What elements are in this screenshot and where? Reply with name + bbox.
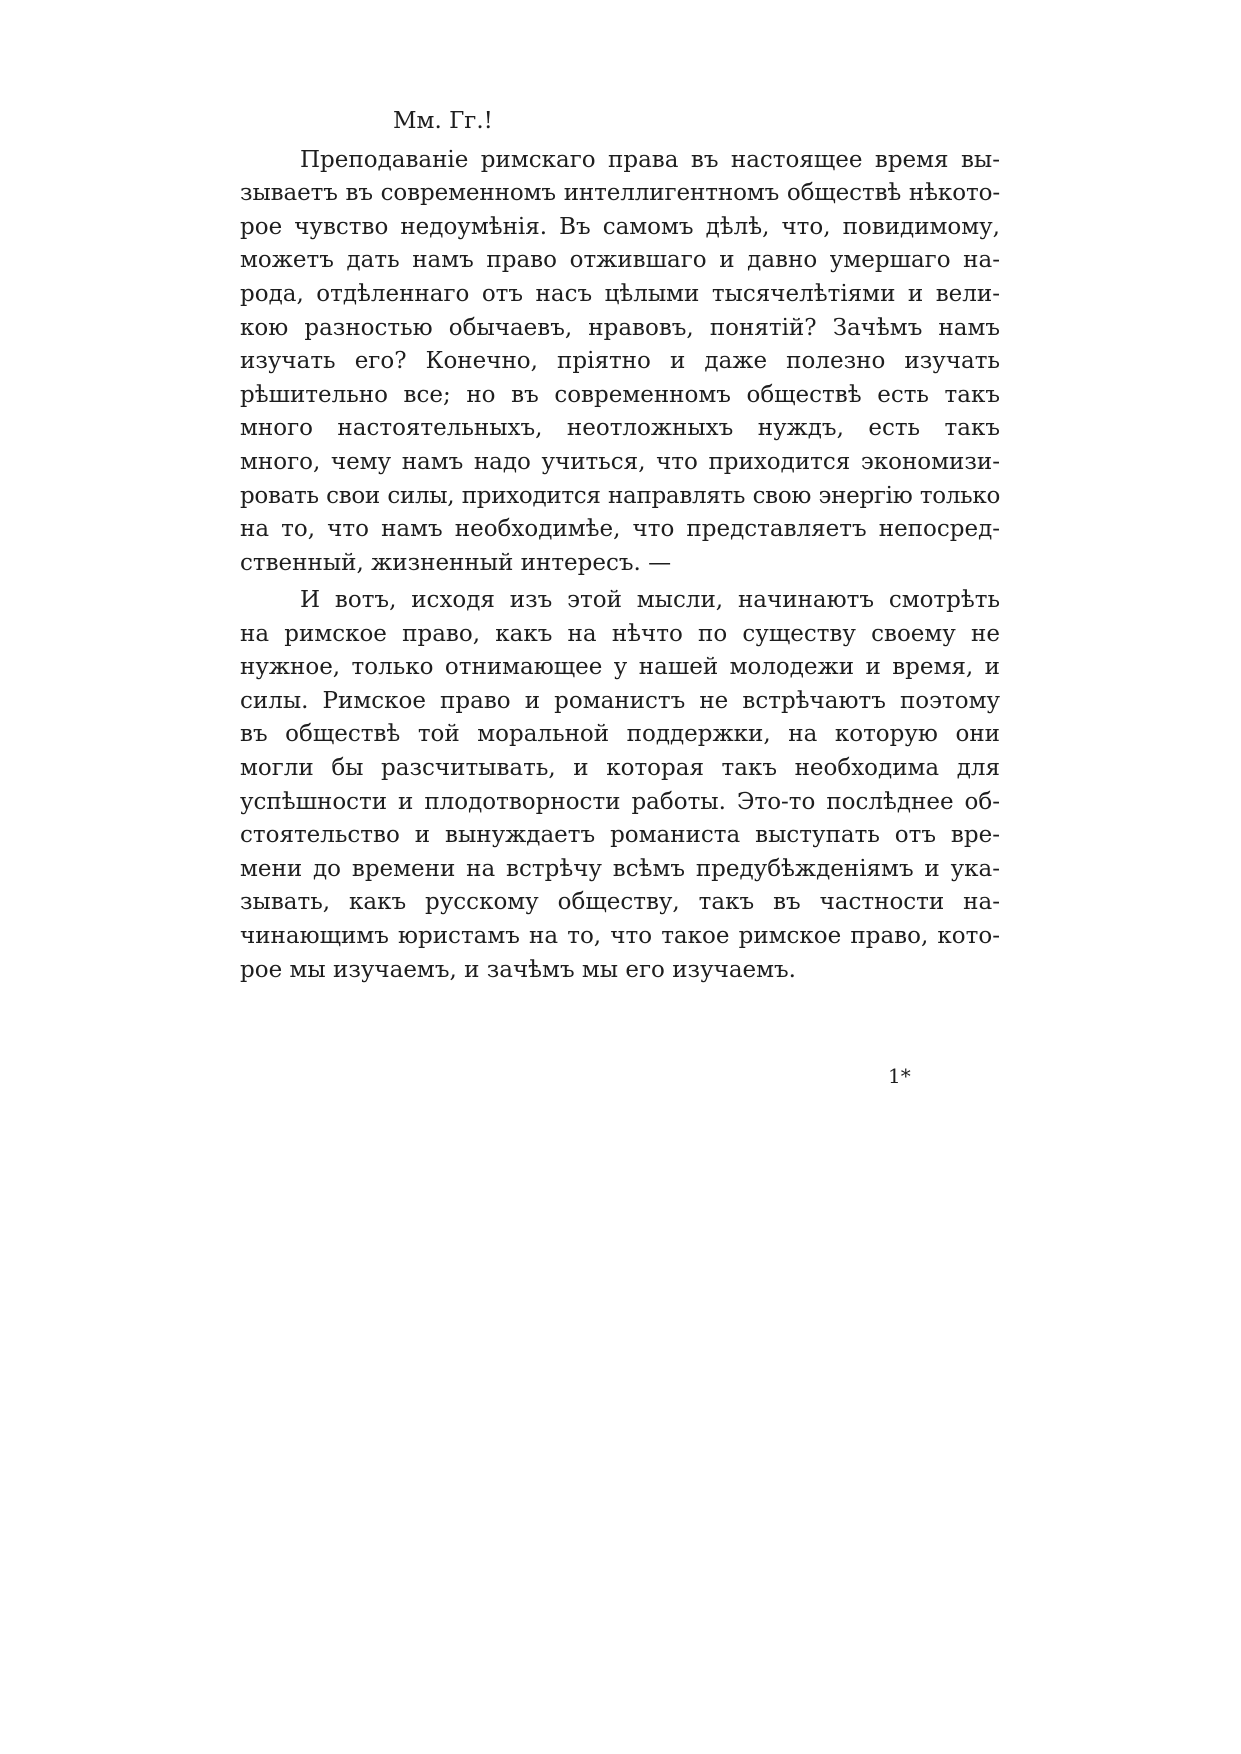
text-line: на римское право, какъ на нѣчто по существу своему не bbox=[240, 621, 1000, 647]
text-line: много настоятельныхъ, неотложныхъ нуждъ, есть такъ bbox=[240, 415, 1000, 441]
text-line: могли бы разсчитывать, и которая такъ необходима для bbox=[240, 755, 1000, 781]
text-line: много, чему намъ надо учиться, что приходится экономизи- bbox=[240, 449, 1000, 475]
text-line: изучать его? Конечно, прiятно и даже полезно изучать bbox=[240, 348, 1000, 374]
text-line: стоятельство и вынуждаетъ романиста выступать отъ вре- bbox=[240, 822, 1000, 848]
text-line: ровать свои силы, приходится направлять свою энергiю только bbox=[240, 483, 1000, 509]
text-line: кою разностью обычаевъ, нравовъ, понятiй? Зачѣмъ намъ bbox=[240, 315, 1000, 341]
text-line: мени до времени на встрѣчу всѣмъ предубѣжденiямъ и ука- bbox=[240, 856, 1000, 882]
text-line: рое чувство недоумѣнiя. Въ самомъ дѣлѣ, что, повидимому, bbox=[240, 214, 1000, 240]
text-line: зываетъ въ современномъ интеллигентномъ обществѣ нѣкото- bbox=[240, 180, 1000, 206]
text-line: можетъ дать намъ право отжившаго и давно умершаго на- bbox=[240, 247, 1000, 273]
text-line: на то, что намъ необходимѣе, что представляетъ непосред- bbox=[240, 516, 1000, 542]
text-line: рѣшительно все; но въ современномъ обществѣ есть такъ bbox=[240, 382, 1000, 408]
text-line: рое мы изучаемъ, и зачѣмъ мы его изучаемъ. bbox=[240, 957, 796, 983]
text-line: Преподаванiе римскаго права въ настоящее время вы- bbox=[300, 147, 1000, 173]
salutation: Мм. Гг.! bbox=[393, 108, 493, 134]
text-line: зывать, какъ русскому обществу, такъ въ частности на- bbox=[240, 889, 1000, 915]
text-line: въ обществѣ той моральной поддержки, на которую они bbox=[240, 721, 1000, 747]
text-line: И вотъ, исходя изъ этой мысли, начинаютъ смотрѣть bbox=[300, 587, 1000, 613]
text-line: рода, отдѣленнаго отъ насъ цѣлыми тысячелѣтiями и вели- bbox=[240, 281, 1000, 307]
text-line: нужное, только отнимающее у нашей молодежи и время, и bbox=[240, 654, 1000, 680]
text-line: чинающимъ юристамъ на то, что такое римское право, кото- bbox=[240, 923, 1000, 949]
signature-mark: 1* bbox=[888, 1064, 911, 1088]
text-line: успѣшности и плодотворности работы. Это-то послѣднее об- bbox=[240, 789, 1000, 815]
text-line: силы. Римское право и романистъ не встрѣчаютъ поэтому bbox=[240, 688, 1000, 714]
text-line: ственный, жизненный интересъ. — bbox=[240, 550, 672, 576]
